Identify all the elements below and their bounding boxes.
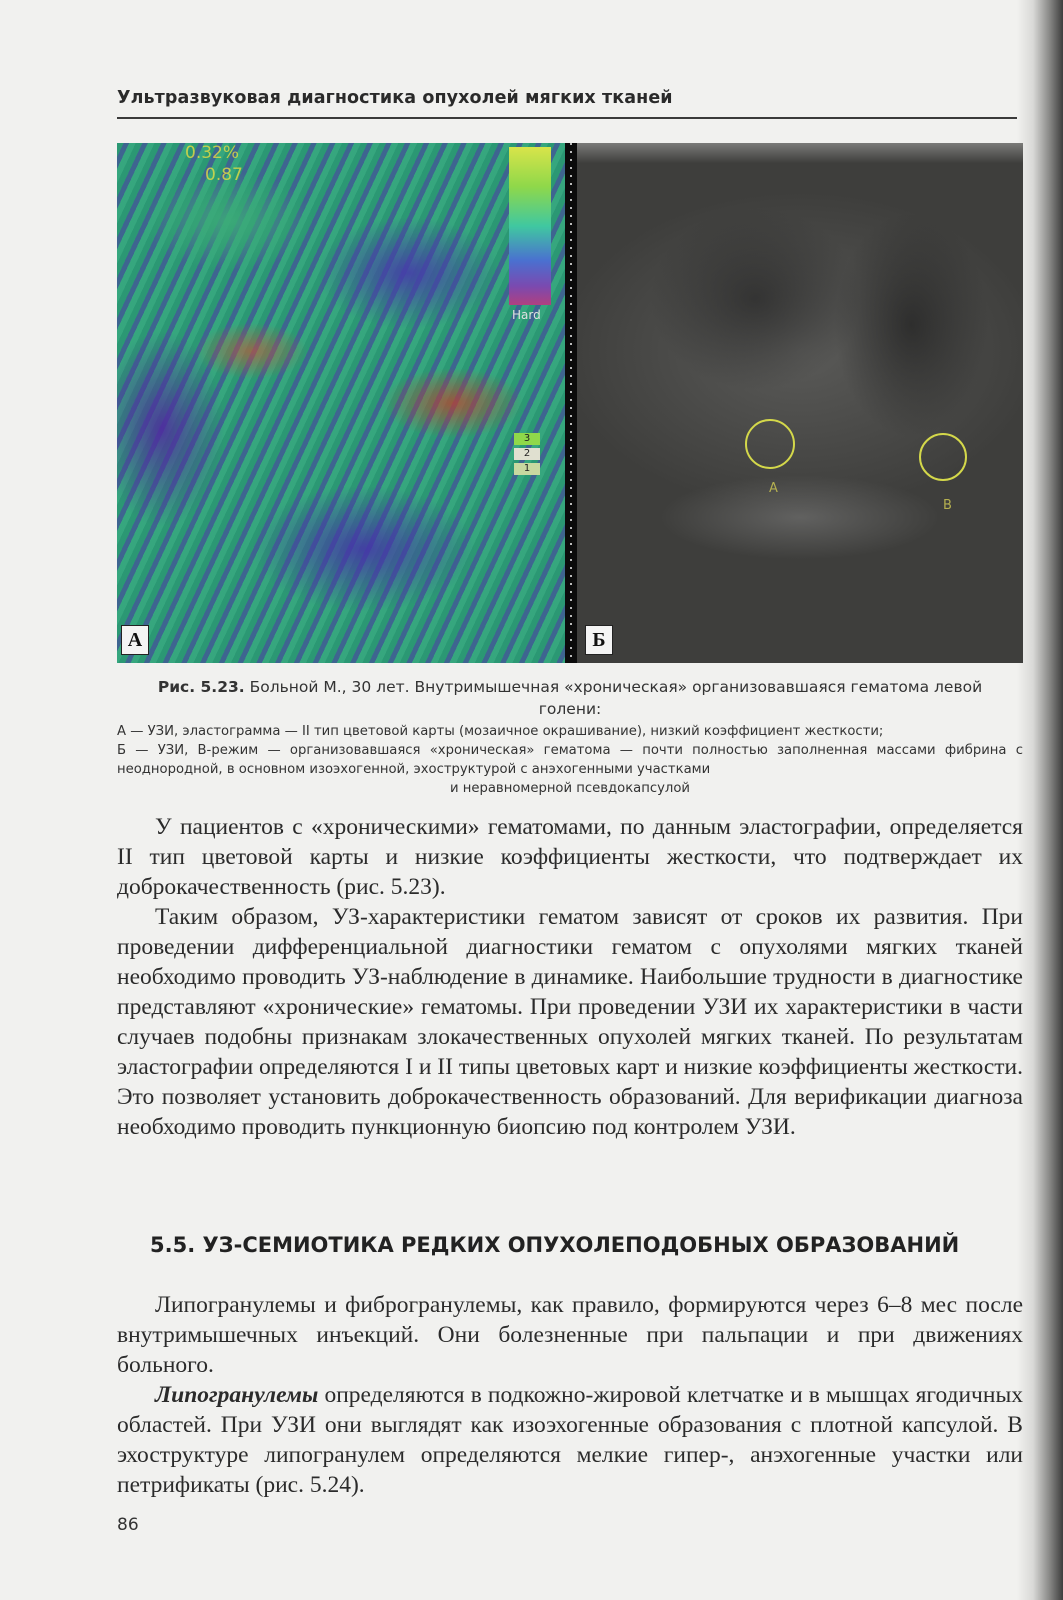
roi-label-a: A	[769, 481, 778, 496]
paragraph: У пациентов с «хроническими» гематомами, по данным эластографии, определяется II тип цветовой карты и низкие коэффициенты жесткости, что подтверждает их доброкачественность (рис. 5.23).	[117, 814, 1023, 900]
colorbar-hard-label: Hard	[512, 308, 541, 322]
caption-line-a: А — УЗИ, эластограмма — II тип цветовой карты (мозаичное окрашивание), низкий коэффициент жесткости;	[117, 724, 884, 739]
body-text	[117, 812, 1023, 1142]
elasticity-colorbar	[509, 147, 551, 305]
roi-circle-b	[919, 433, 967, 481]
figure-caption-label: Рис. 5.23.	[157, 678, 245, 696]
header-rule	[117, 117, 1017, 119]
figure-caption-details	[117, 722, 1023, 798]
figure-caption-title	[150, 676, 990, 720]
figure-caption-text: Больной М., 30 лет. Внутримышечная «хроническая» организовавшаяся гематома левой голени:	[249, 678, 983, 718]
panel-letter-a: А	[121, 625, 149, 655]
roi-circle-a	[745, 419, 795, 469]
running-head: Ультразвуковая диагностика опухолей мягких тканей	[117, 88, 673, 108]
elastogram-panel	[117, 143, 565, 663]
caption-line-b-end: и неравномерной псевдокапсулой	[449, 781, 691, 796]
elastogram-percent-readout: 0.32%	[185, 143, 240, 163]
scale-mark: 3	[514, 433, 540, 445]
elastogram-ratio-readout: 0.87	[205, 165, 243, 185]
section-heading: 5.5. УЗ-СЕМИОТИКА РЕДКИХ ОПУХОЛЕПОДОБНЫХ ОБРАЗОВАНИЙ	[150, 1233, 960, 1257]
page-number: 86	[117, 1515, 139, 1535]
paragraph	[117, 1380, 1023, 1500]
section-text	[117, 1290, 1023, 1500]
panel-letter-b: Б	[585, 625, 613, 655]
caption-line-b: Б — УЗИ, В-режим — организовавшаяся «хроническая» гематома — почти полностью заполненная массами фибрина с неоднородной, в основном изоэхогенной, эхоструктурой с анэхогенными участками	[117, 743, 1023, 777]
figure-5-23	[117, 143, 1023, 663]
paragraph: Таким образом, УЗ-характеристики гематом зависят от сроков их развития. При проведении дифференциальной диагностики гематом с опухолями мягких тканей необходимо проводить УЗ-наблюдение в динамике. Наибольшие трудности в диагностике представляют «хронические» гематомы. При проведении УЗИ их характеристики в части случаев подобны признакам злокачественных опухолей мягких тканей. По результатам эластографии определяются I и II типы цветовых карт и низкие коэффициенты жесткости. Это позволяет установить доброкачественность образований. Для верификации диагноза необходимо проводить пункционную биопсию под контролем УЗИ.	[117, 904, 1023, 1140]
term-emphasis: Липогранулемы	[155, 1382, 319, 1408]
book-spine-shadow	[1017, 0, 1063, 1600]
scale-mark: 1	[514, 463, 540, 475]
paragraph-rest: определяются в подкожно-жировой клетчатке и в мышцах ягодичных областей. При УЗИ они выглядят как изоэхогенные образования с плотной капсулой. В эхоструктуре липогранулем определяются мелкие гипер-, анэхогенные участки или петрификаты (рис. 5.24).	[117, 1382, 1023, 1498]
bmode-panel	[577, 143, 1023, 663]
paragraph: Липогранулемы и фиброгранулемы, как правило, формируются через 6–8 мес после внутримышечных инъекций. Они болезненные при пальпации и при движениях больного.	[117, 1292, 1023, 1378]
panel-divider	[565, 143, 577, 663]
roi-label-b: B	[943, 498, 952, 513]
scale-mark: 2	[514, 448, 540, 460]
